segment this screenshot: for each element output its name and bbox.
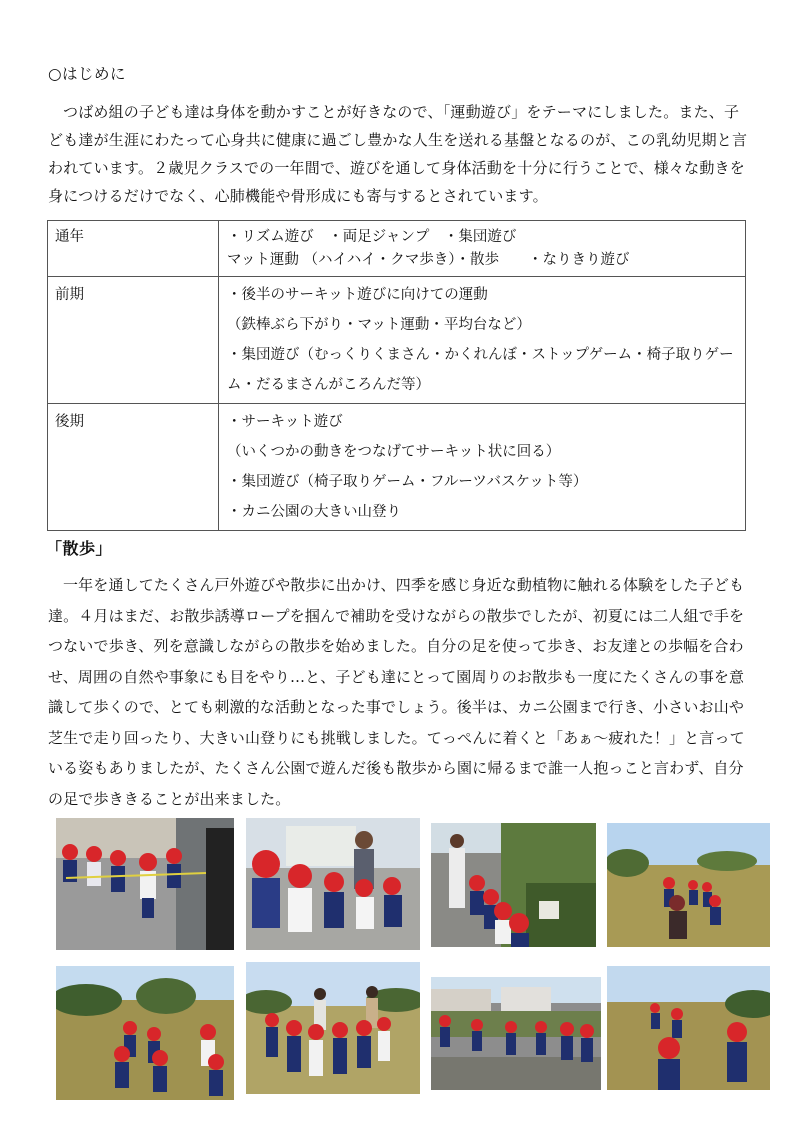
period-cell: 後期	[48, 404, 219, 531]
table-row	[48, 404, 746, 531]
photo-children-open-field	[607, 823, 770, 947]
intro-paragraph: つばめ組の子ども達は身体を動かすことが好きなので、「運動遊び」をテーマにしました。また、子ども達が生涯にわたって心身共に健康に過ごし豊かな人生を送れる基盤となるのが、この乳幼児期と言われています。２歳児クラスでの一年間で、遊びを通して身体活動を十分に行うことで、様々な動きを身につけるだけでなく、心肺機能や骨形成にも寄与するとされています。	[48, 103, 748, 205]
walk-heading: 「散歩」	[46, 539, 113, 558]
walk-paragraph: 一年を通してたくさん戸外遊びや散歩に出かけ、四季を感じ身近な動植物に触れる体験をした子ども達。４月はまだ、お散歩誘導ロープを掴んで補助を受けながらの散歩でしたが、初夏には二人組で手をつないで歩き、列を意識しながらの散歩を始めました。自分の足を使って歩き、お友達との歩幅を合わせ、周囲の自然や事象にも目をやり…と、子ども達にとって園周りのお散歩も一度にたくさんの事を意識して歩くので、とても刺激的な活動となった事でしょう。後半は、カニ公園まで行き、小さいお山や芝生で走り回ったり、大きい山登りにも挑戦しました。てっぺんに着くと「あぁ～疲れた！」と言っている姿もありましたが、たくさん公園で遊んだ後も散歩から園に帰るまで誰一人抱っこと言わず、自分の足で歩ききることが出来ました。	[48, 576, 745, 808]
items-cell	[219, 277, 746, 404]
items-cell	[219, 404, 746, 531]
items-cell	[219, 221, 746, 277]
item-line: マット運動 （ハイハイ・クマ歩き）・散歩 ・なりきり遊び	[227, 252, 630, 268]
photo-children-group-park	[246, 962, 420, 1094]
table-row	[48, 221, 746, 277]
item-line: ム・だるまさんがころんだ等）	[227, 377, 430, 393]
item-line: ・サーキット遊び	[227, 414, 343, 430]
item-line: ・集団遊び（椅子取りゲーム・フルーツバスケット等）	[227, 474, 588, 490]
photo-children-hill-trees	[56, 966, 234, 1100]
item-line: （鉄棒ぶら下がり・マット運動・平均台など）	[227, 317, 531, 333]
item-line: （いくつかの動きをつなげてサーキット状に回る）	[227, 444, 561, 460]
item-line: ・後半のサーキット遊びに向けての運動	[227, 287, 488, 303]
period-cell: 前期	[48, 277, 219, 404]
activity-plan-table	[47, 220, 746, 531]
item-line: ・リズム遊び ・両足ジャンプ ・集団遊び	[227, 229, 517, 245]
photo-children-fence-path	[431, 823, 596, 947]
photo-children-path-houses	[431, 977, 601, 1090]
photo-children-street-teacher	[246, 818, 420, 950]
item-line: ・カニ公園の大きい山登り	[227, 504, 401, 520]
intro-heading: ○はじめに	[48, 65, 127, 83]
photo-children-walking-rope	[56, 818, 234, 950]
photo-children-climbing-hill	[607, 966, 770, 1090]
item-line: ・集団遊び（むっくりくまさん・かくれんぼ・ストップゲーム・椅子取りゲー	[227, 347, 734, 363]
period-cell: 通年	[48, 221, 219, 277]
table-row	[48, 277, 746, 404]
